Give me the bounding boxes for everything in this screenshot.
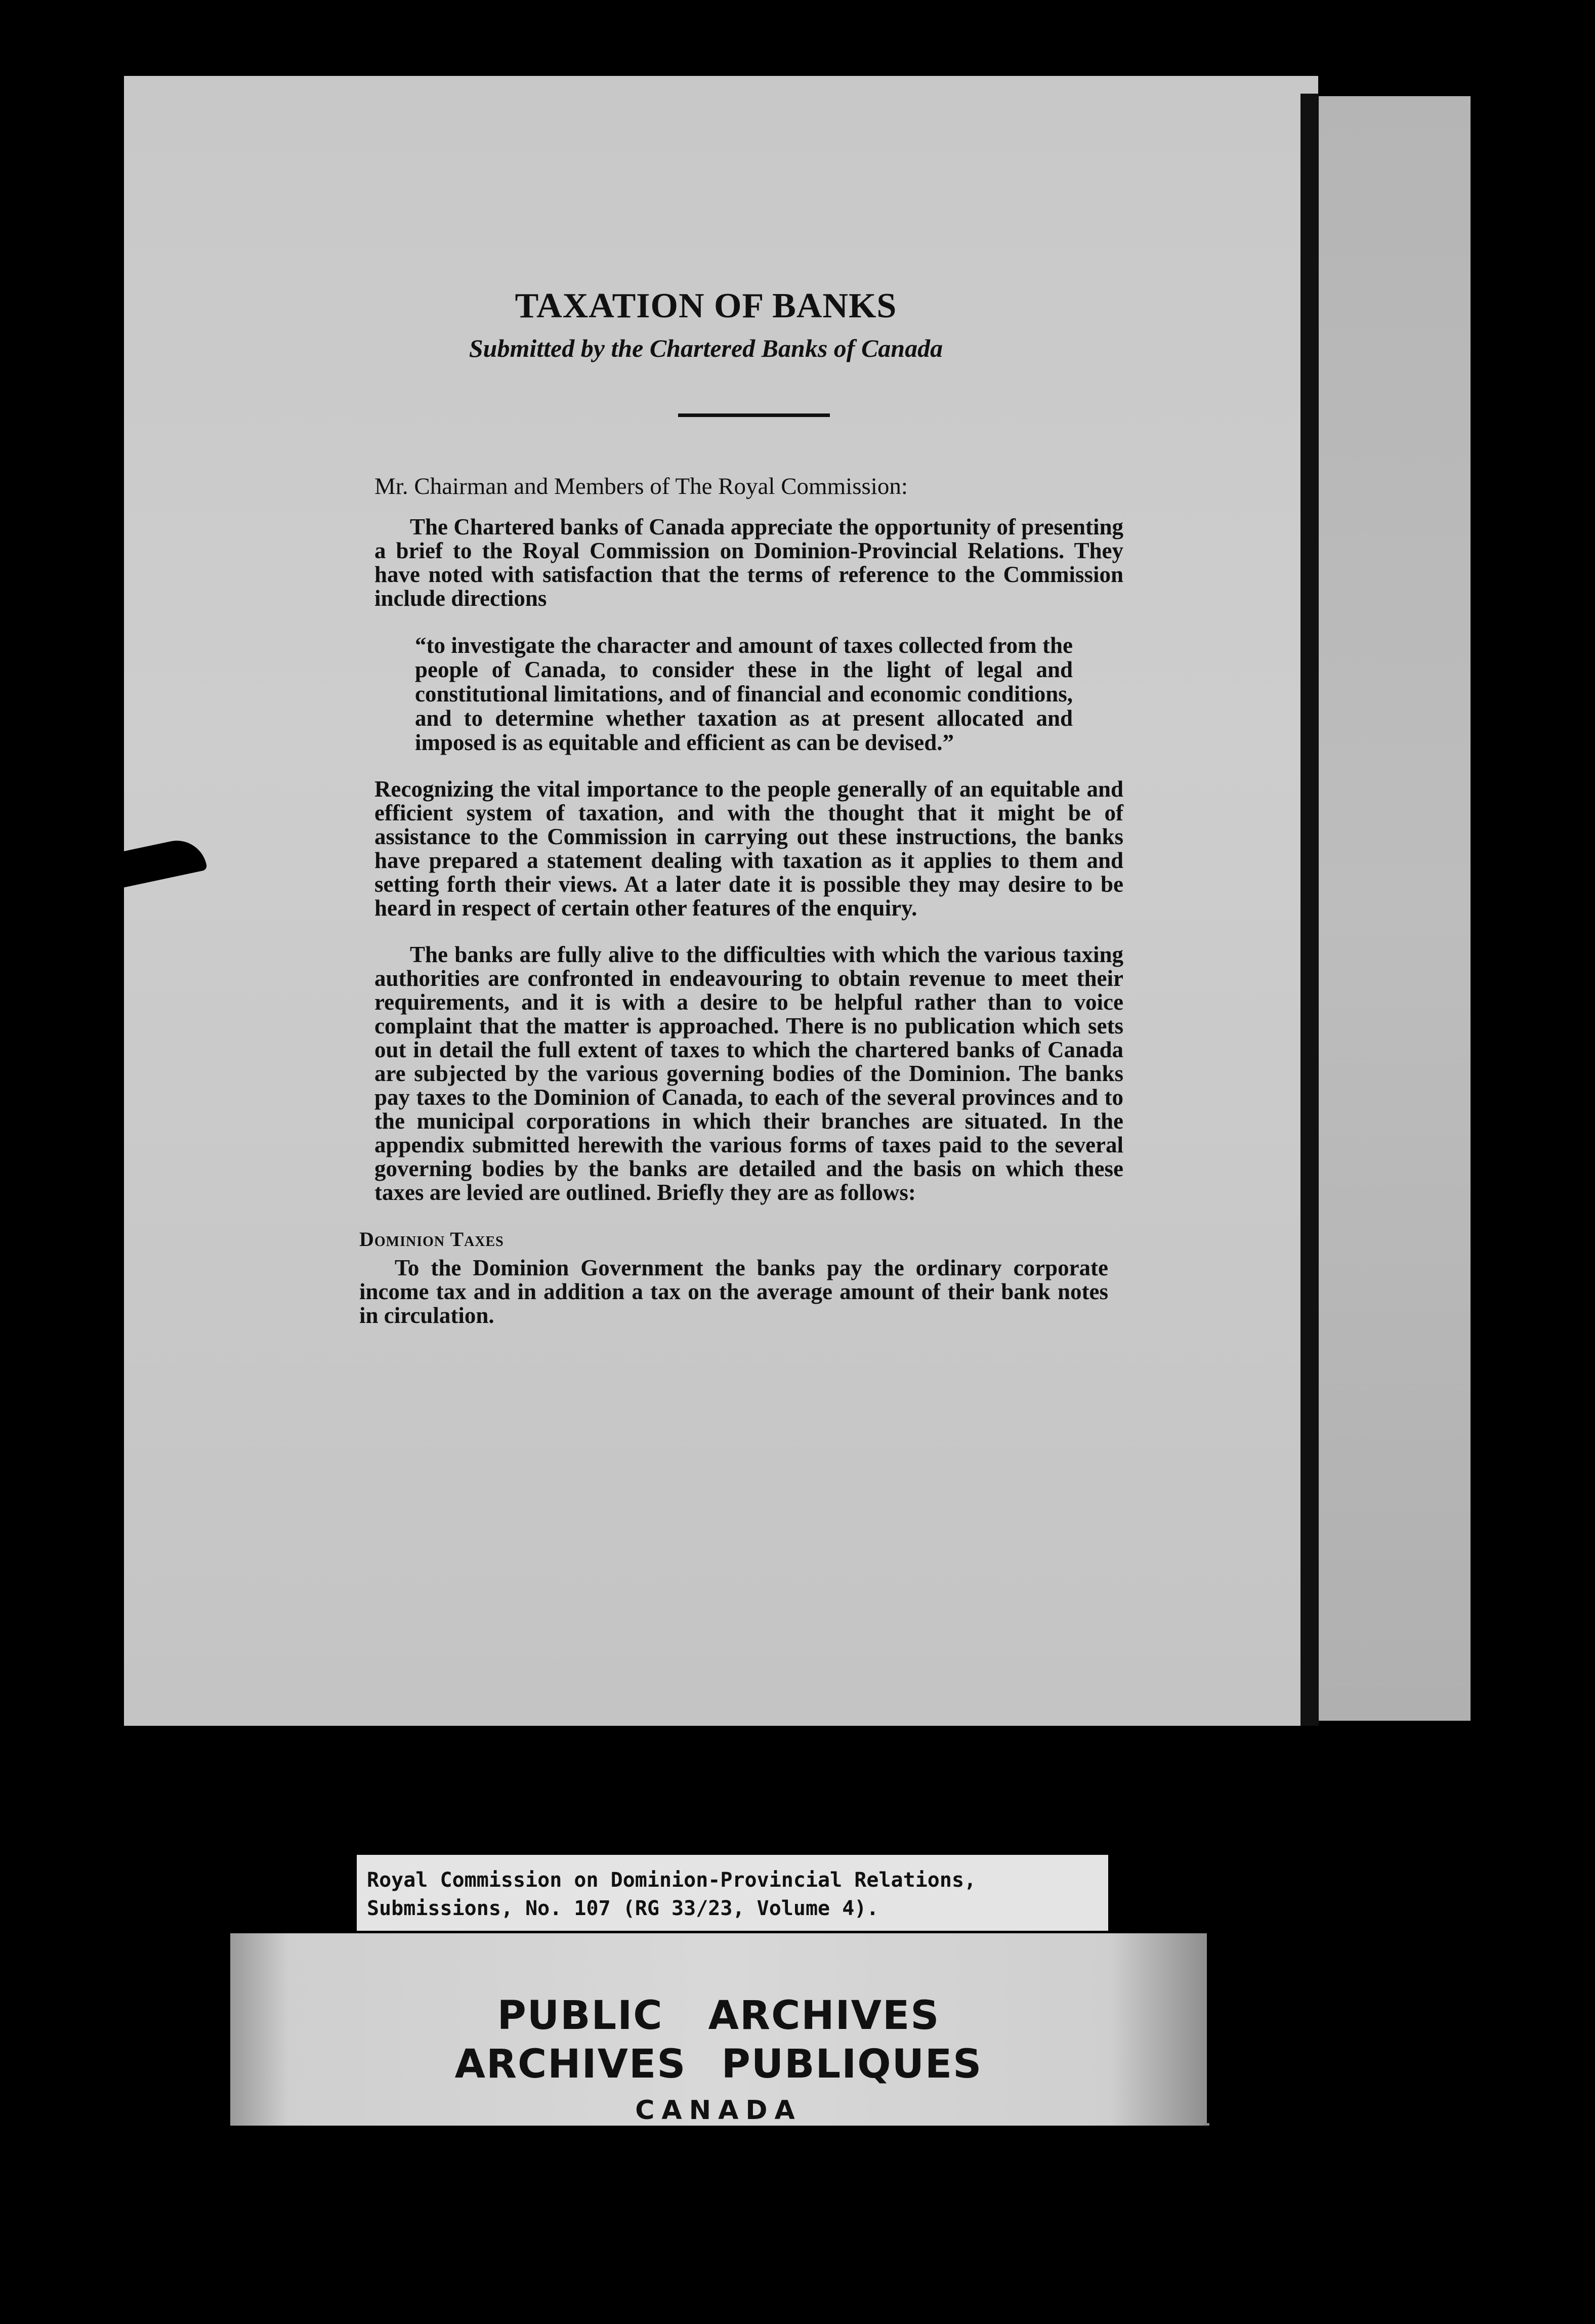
paragraph-1: The Chartered banks of Canada appreciate the opportunity of presenting a brief to the Royal Commission on Dominion-Provincial Relations. They have noted with satisfaction that the terms of reference to the Commission include directions (374, 514, 1123, 611)
page-gutter (1300, 94, 1319, 1726)
salutation: Mr. Chairman and Members of The Royal Commission: (374, 473, 908, 500)
document-body (248, 200, 1123, 1350)
stamp-line-1: PUBLIC ARCHIVES (497, 1993, 940, 2039)
archive-stamp (230, 1933, 1207, 2126)
document-subtitle: Submitted by the Chartered Banks of Canada (469, 334, 943, 362)
stamp-edge (1204, 2123, 1209, 2126)
stamp-line-3: CANADA (635, 2095, 802, 2126)
reference-line-1: Royal Commission on Dominion-Provincial Relations, (367, 1869, 977, 1892)
paragraph-3: The banks are fully alive to the difficulties with which the various taxing authorities are confronted in endeavouring to obtain revenue to meet their requirements, and it is with a desire to be helpful rather than to voice complaint that the matter is approached. There is no publication which sets out in detail the full extent of taxes to which the chartered banks of Canada are subjected by the various governing bodies of the Dominion. The banks pay taxes to the Dominion of Canada, to each of the several provinces and to the municipal corporations in which their branches are situated. In the appendix submitted herewith the various forms of taxes paid to the several governing bodies by the banks are detailed and the basis on which these taxes are levied are outlined. Briefly they are as follows: (374, 942, 1123, 1205)
title-divider (678, 413, 830, 417)
section-heading: Dominion Taxes (359, 1228, 504, 1251)
stamp-line-2: ARCHIVES PUBLIQUES (454, 2042, 983, 2087)
quoted-directions: “to investigate the character and amount of taxes collected from the people of Canada, to consider these in the light of legal and constitutional limitations, and of financial and economic conditions, and to determine whether taxation as at present allocated and imposed is as equitable and efficient as can be devised.” (415, 633, 1073, 755)
document-title: TAXATION OF BANKS (515, 286, 897, 325)
paragraph-2: Recognizing the vital importance to the people generally of an equitable and efficient system of taxation, and with the thought that it might be of assistance to the Commission in carrying out these instructions, the banks have prepared a statement dealing with taxation as it applies to them and setting forth their views. At a later date it is possible they may desire to be heard in respect of certain other features of the enquiry. (374, 776, 1123, 921)
reference-label (357, 1855, 1108, 1931)
paragraph-4: To the Dominion Government the banks pay the ordinary corporate income tax and in addition a tax on the average amount of their bank notes in circulation. (359, 1255, 1108, 1328)
back-page (1319, 96, 1471, 1721)
reference-line-2: Submissions, No. 107 (RG 33/23, Volume 4). (367, 1897, 879, 1920)
